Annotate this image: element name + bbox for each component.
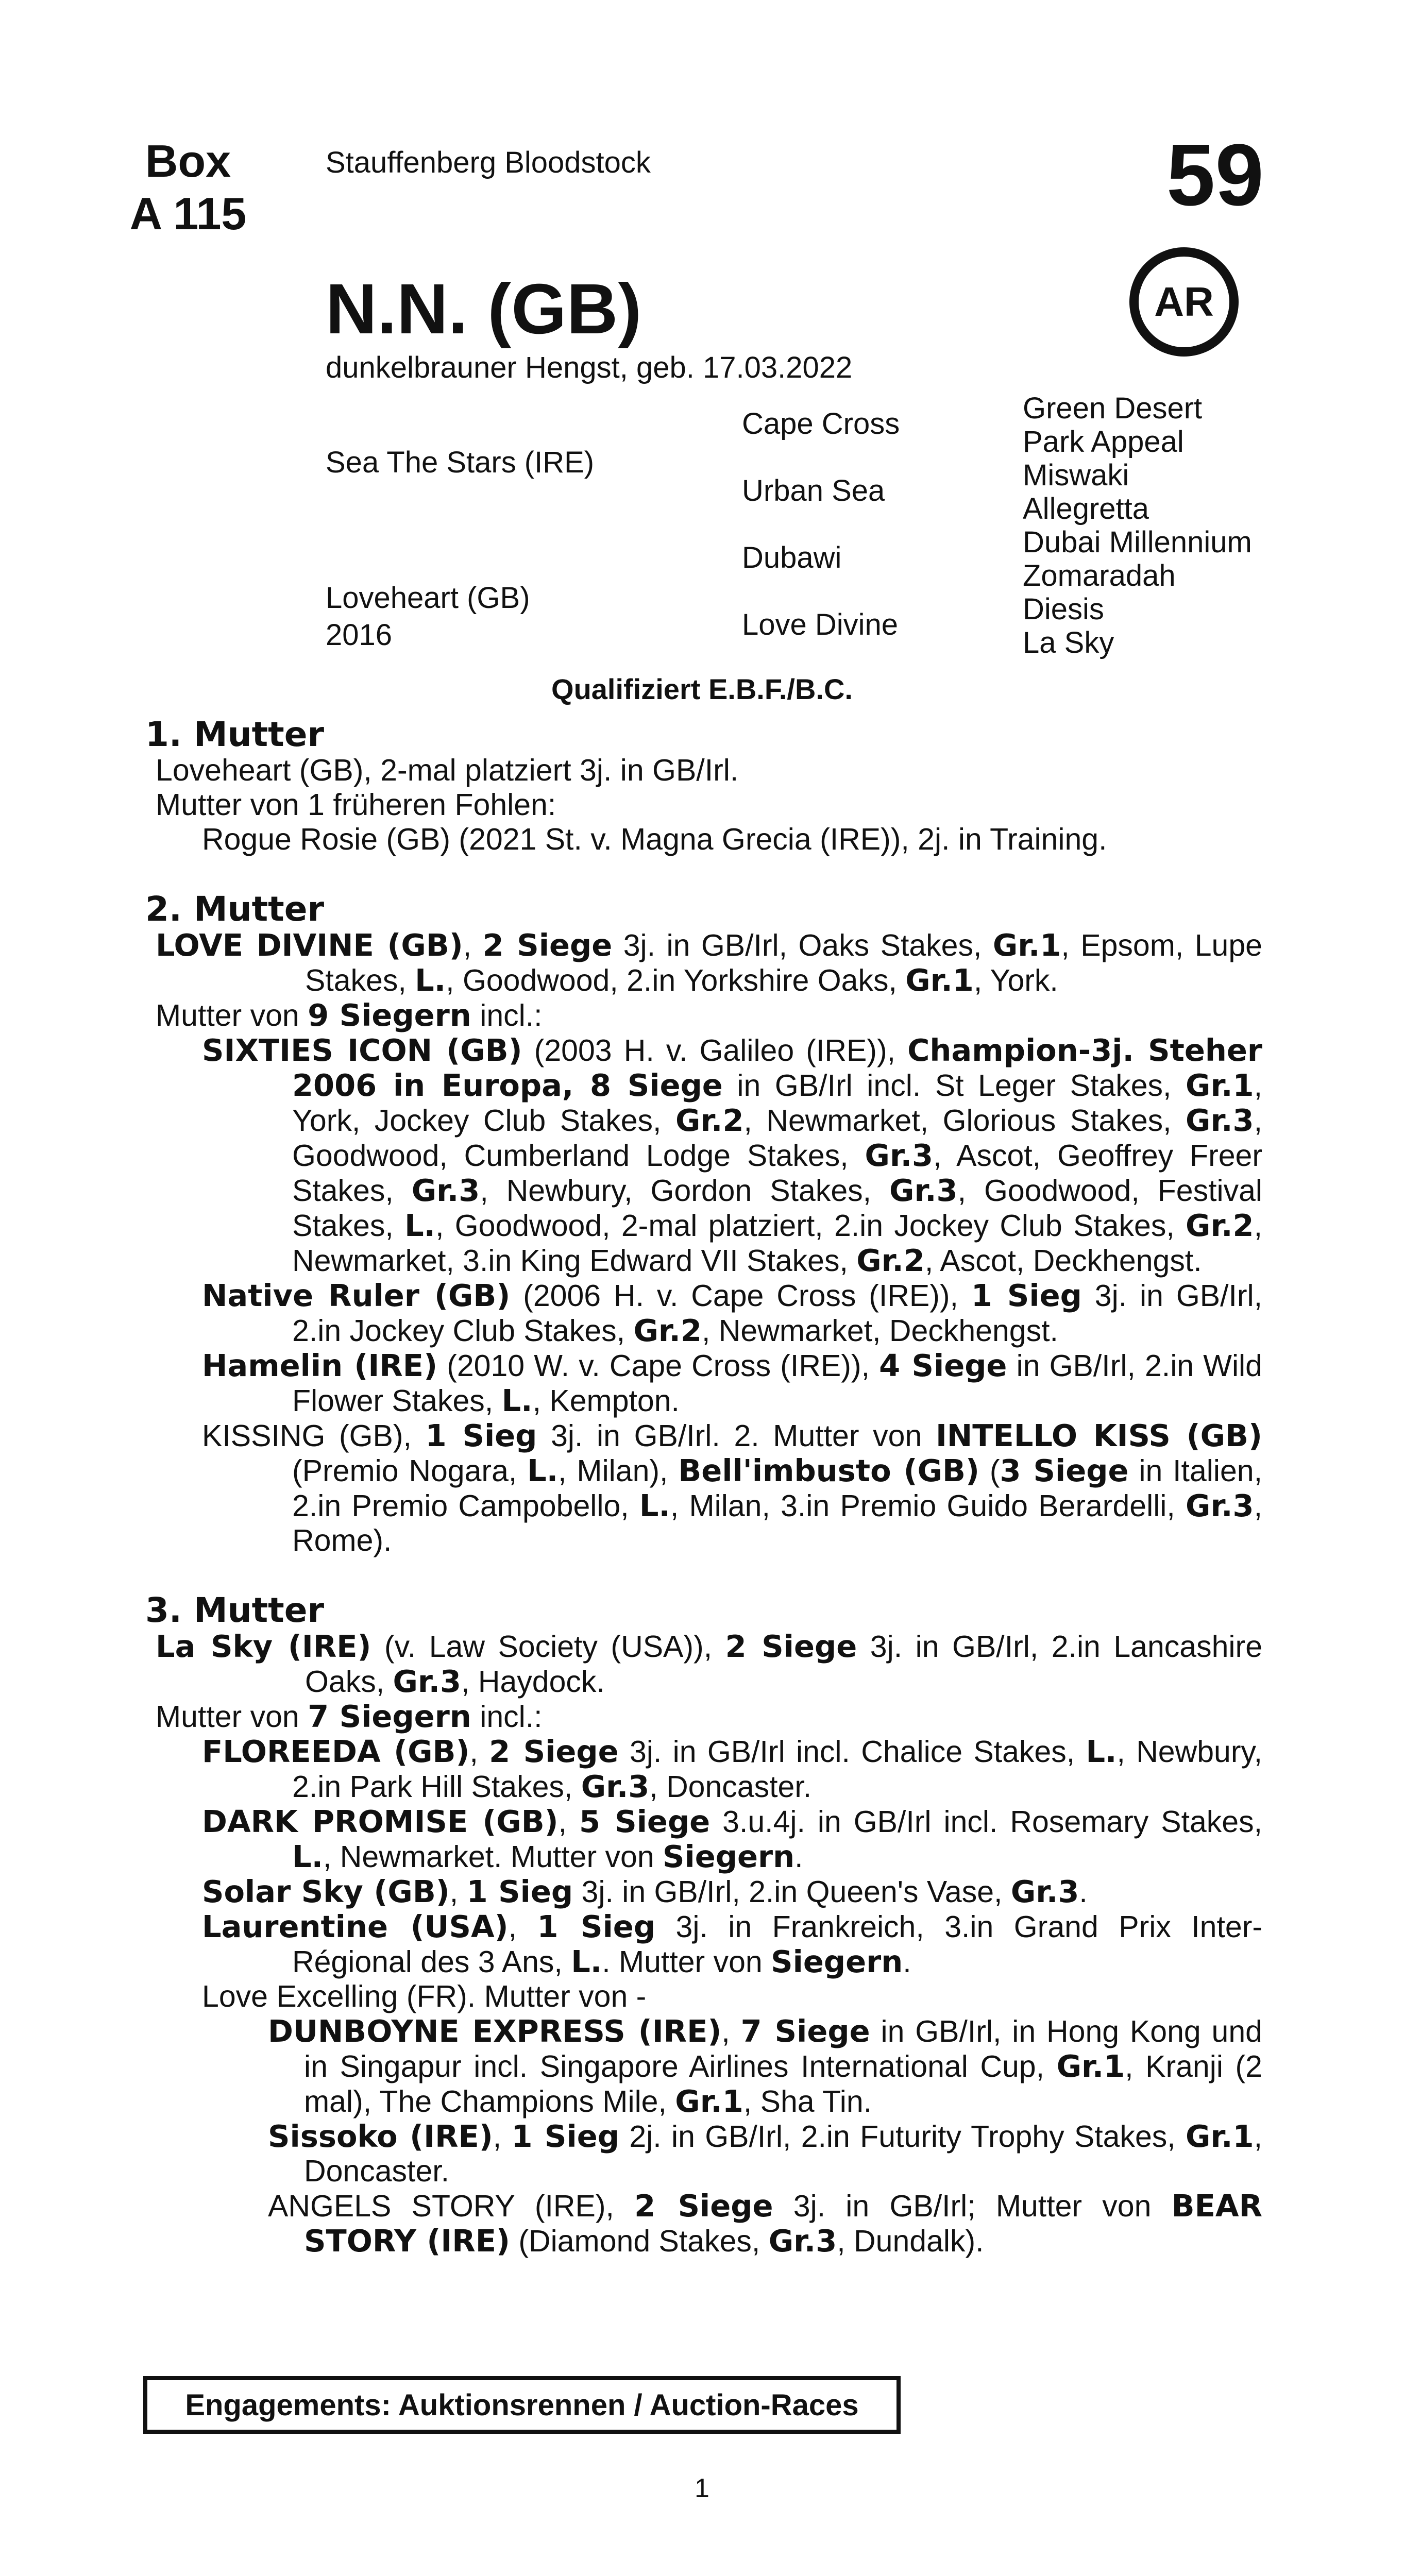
engagements-box	[143, 2376, 901, 2434]
great-grandparent: Dubai Millennium	[1023, 526, 1252, 559]
bold-text: Gr.1	[905, 962, 974, 998]
bold-text: 9 Siegern	[308, 997, 471, 1033]
text: 3j. in GB/Irl, 2.in Lancashire Oaks,	[305, 1630, 1263, 1699]
qualification: Qualifiziert E.B.F./B.C.	[551, 673, 853, 705]
great-grandparent: Zomaradah	[1023, 559, 1176, 592]
text: , Ascot, Geoffrey Freer Stakes,	[292, 1139, 1263, 1208]
great-grandparent: Park Appeal	[1023, 425, 1184, 459]
family-entry	[202, 822, 1262, 857]
bold-text: 2 Siege	[489, 1734, 619, 1769]
text: , Newbury, 2.in Park Hill Stakes,	[292, 1735, 1263, 1804]
bold-text: Gr.3	[1010, 1874, 1079, 1909]
box-label: Box	[145, 135, 231, 187]
text: in GB/Irl, 2.in Wild Flower Stakes,	[292, 1349, 1262, 1418]
family-entry	[156, 928, 1262, 998]
text: , Goodwood, Cumberland Lodge Stakes,	[292, 1104, 1262, 1173]
family-entry	[202, 1278, 1262, 1348]
bold-text: LOVE DIVINE (GB)	[156, 927, 463, 963]
text: 3.u.4j. in GB/Irl incl. Rosemary Stakes,	[710, 1805, 1262, 1839]
text: in Italien, 2.in Premio Campobello,	[292, 1454, 1262, 1523]
bold-text: L.	[571, 1944, 602, 1979]
bold-text: SIXTIES ICON (GB)	[202, 1032, 522, 1068]
bold-text: Solar Sky (GB)	[202, 1874, 450, 1909]
grandsire-maternal: Dubawi	[742, 541, 842, 574]
text: 2j. in GB/Irl, 2.in Futurity Trophy Stakes,	[619, 2120, 1186, 2154]
bold-text: BEAR STORY (IRE)	[304, 2188, 1263, 2259]
bold-text: 2 Siege	[634, 2188, 773, 2224]
bold-text: Gr.2	[633, 1313, 702, 1348]
text: ,	[558, 1805, 580, 1839]
text: , Newbury, Gordon Stakes,	[480, 1174, 890, 1208]
text: , Rome).	[292, 1489, 1262, 1557]
bold-text: Siegern	[663, 1839, 795, 1874]
bold-text: Gr.1	[675, 2083, 743, 2119]
section-heading: 3. Mutter	[145, 1590, 325, 1630]
bold-text: 2 Siege	[725, 1629, 857, 1664]
bold-text: 2 Siege	[482, 927, 613, 963]
text: , Doncaster.	[649, 1770, 812, 1804]
grandsire-paternal: Cape Cross	[742, 407, 900, 440]
bold-text: Hamelin (IRE)	[202, 1348, 438, 1383]
sire: Sea The Stars (IRE)	[326, 446, 595, 479]
family-entry	[202, 1909, 1262, 1979]
ar-badge: AR	[1129, 247, 1239, 357]
text: (2006 H. v. Cape Cross (IRE)),	[510, 1279, 971, 1313]
text: , Ascot, Deckhengst.	[924, 1244, 1202, 1278]
text: KISSING (GB),	[202, 1419, 426, 1453]
section-heading: 2. Mutter	[145, 889, 325, 929]
bold-text: 1 Sieg	[537, 1909, 656, 1944]
text: in GB/Irl, in Hong Kong und in Singapur incl. Singapore Airlines International Cup,	[304, 2014, 1262, 2083]
bold-text: Gr.3	[411, 1173, 480, 1208]
bold-text: Champion-3j. Steher 2006 in Europa, 8 Siege	[292, 1032, 1262, 1103]
text: (	[979, 1454, 1000, 1488]
bold-text: 7 Siegern	[308, 1699, 471, 1734]
bold-text: Siegern	[771, 1944, 903, 1979]
text: in GB/Irl incl. St Leger Stakes,	[722, 1069, 1186, 1103]
text: Love Excelling (FR). Mutter von -	[202, 1979, 647, 2013]
horse-description: dunkelbrauner Hengst, geb. 17.03.2022	[326, 351, 853, 384]
text: Rogue Rosie (GB) (2021 St. v. Magna Grecia (IRE)), 2j. in Training.	[202, 822, 1107, 856]
bold-text: DUNBOYNE EXPRESS (IRE)	[268, 2013, 722, 2049]
text: incl.:	[471, 1700, 543, 1734]
text: , Goodwood, 2-mal platziert, 2.in Jockey Club Stakes,	[435, 1209, 1186, 1243]
bold-text: La Sky (IRE)	[156, 1629, 371, 1664]
text: , Kempton.	[532, 1384, 680, 1418]
bold-text: L.	[501, 1383, 533, 1418]
granddam-paternal: Urban Sea	[742, 474, 885, 507]
text: , Milan),	[558, 1454, 679, 1488]
text: . Mutter von	[602, 1945, 771, 1979]
text: ,	[493, 2120, 512, 2154]
bold-text: 1 Sieg	[466, 1874, 573, 1909]
page-number: 1	[695, 2473, 709, 2503]
family-entry	[156, 1629, 1262, 1699]
text: , Goodwood, 2.in Yorkshire Oaks,	[446, 963, 906, 997]
bold-text: Gr.3	[1186, 1103, 1254, 1138]
bold-text: Gr.2	[1186, 1208, 1254, 1243]
horse-name: N.N. (GB)	[326, 269, 642, 349]
family-entry	[202, 1418, 1262, 1558]
bold-text: Native Ruler (GB)	[202, 1278, 511, 1313]
family-entry	[202, 1734, 1262, 1804]
bold-text: Gr.2	[856, 1243, 925, 1278]
text: 3j. in GB/Irl, Oaks Stakes,	[612, 928, 993, 962]
text: , Newmarket, Glorious Stakes,	[743, 1104, 1186, 1138]
bold-text: 7 Siege	[740, 2013, 870, 2049]
family-entry	[156, 998, 1262, 1033]
family-entry	[202, 1033, 1262, 1278]
text: 3j. in GB/Irl, 2.in Jockey Club Stakes,	[292, 1279, 1262, 1348]
vendor-name: Stauffenberg Bloodstock	[326, 146, 651, 179]
text: (v. Law Society (USA)),	[371, 1630, 725, 1664]
family-entry	[268, 2189, 1262, 2259]
text: ,	[508, 1910, 537, 1944]
text: , Kranji (2 mal), The Champions Mile,	[304, 2049, 1262, 2119]
text: , Goodwood, Festival Stakes,	[292, 1174, 1262, 1243]
dam: Loveheart (GB)	[326, 581, 530, 615]
text: ,	[469, 1735, 489, 1769]
text: (Diamond Stakes,	[510, 2224, 769, 2258]
box-number	[103, 135, 273, 240]
text: Mutter von	[156, 998, 308, 1032]
text: Mutter von 1 früheren Fohlen:	[156, 788, 556, 822]
bold-text: Gr.2	[675, 1103, 744, 1138]
family-entry	[202, 1348, 1262, 1418]
text: ,	[721, 2014, 741, 2048]
bold-text: Gr.3	[889, 1173, 958, 1208]
family-entry	[202, 1804, 1262, 1874]
bold-text: INTELLO KISS (GB)	[935, 1418, 1262, 1453]
family-entry	[156, 753, 1262, 788]
text: , York.	[973, 963, 1058, 997]
granddam-maternal: Love Divine	[742, 608, 899, 641]
text: (Premio Nogara,	[292, 1454, 528, 1488]
bold-text: L.	[404, 1208, 436, 1243]
engagements-label: Engagements: Auktionsrennen / Auction-Races	[185, 2388, 859, 2422]
text: 3j. in GB/Irl; Mutter von	[773, 2189, 1172, 2223]
text: ,	[449, 1875, 467, 1909]
text: ,	[463, 928, 483, 962]
bold-text: Gr.3	[865, 1138, 934, 1173]
bold-text: 1 Sieg	[425, 1418, 537, 1453]
box-code: A 115	[129, 188, 247, 239]
text: .	[794, 1840, 803, 1874]
bold-text: Gr.1	[992, 927, 1061, 963]
bold-text: L.	[527, 1453, 559, 1488]
great-grandparent: Allegretta	[1023, 492, 1149, 526]
text: 3j. in GB/Irl incl. Chalice Stakes,	[618, 1735, 1086, 1769]
bold-text: FLOREEDA (GB)	[202, 1734, 470, 1769]
text: Mutter von	[156, 1700, 308, 1734]
family-entry	[202, 1979, 1262, 2014]
section-heading: 1. Mutter	[145, 715, 325, 754]
lot-number: 59	[1166, 126, 1264, 224]
bold-text: Gr.1	[1056, 2048, 1125, 2084]
text: .	[903, 1945, 911, 1979]
text: , York, Jockey Club Stakes,	[292, 1069, 1262, 1138]
great-grandparent: Diesis	[1023, 592, 1104, 626]
text: , Dundalk).	[837, 2224, 984, 2258]
text: , Sha Tin.	[743, 2084, 872, 2119]
bold-text: Gr.3	[581, 1769, 650, 1804]
text: , Milan, 3.in Premio Guido Berardelli,	[670, 1489, 1186, 1523]
bold-text: Gr.1	[1186, 2119, 1254, 2154]
bold-text: 5 Siege	[579, 1804, 711, 1839]
great-grandparent: Miswaki	[1023, 459, 1129, 492]
text: (2010 W. v. Cape Cross (IRE)),	[437, 1349, 879, 1383]
text: , Newmarket. Mutter von	[323, 1840, 663, 1874]
great-grandparent: Green Desert	[1023, 392, 1203, 425]
bold-text: Gr.3	[768, 2223, 837, 2259]
text: , Haydock.	[461, 1665, 605, 1699]
bold-text: L.	[292, 1839, 324, 1874]
bold-text: 3 Siege	[1000, 1453, 1129, 1488]
bold-text: L.	[639, 1488, 670, 1523]
text: (2003 H. v. Galileo (IRE)),	[522, 1033, 908, 1067]
great-grandparent: La Sky	[1023, 626, 1114, 659]
text: , Epsom, Lupe Stakes,	[305, 928, 1262, 997]
text: Loveheart (GB), 2-mal platziert 3j. in GB/Irl.	[156, 753, 739, 787]
bold-text: Gr.3	[1186, 1488, 1254, 1523]
family-entry	[156, 1699, 1262, 1734]
text: 3j. in GB/Irl. 2. Mutter von	[537, 1419, 936, 1453]
text: ANGELS STORY (IRE),	[268, 2189, 635, 2223]
text: .	[1079, 1875, 1088, 1909]
bold-text: Laurentine (USA)	[202, 1909, 509, 1944]
text: , Doncaster.	[304, 2120, 1262, 2188]
text: , Newmarket, 3.in King Edward VII Stakes,	[292, 1209, 1263, 1278]
family-entry	[268, 2119, 1262, 2189]
family-details	[0, 716, 1404, 2259]
bold-text: Bell'imbusto (GB)	[678, 1453, 979, 1488]
bold-text: 4 Siege	[879, 1348, 1007, 1383]
text: incl.:	[471, 998, 543, 1032]
family-entry	[156, 788, 1262, 822]
family-entry	[268, 2014, 1262, 2119]
text: , Newmarket, Deckhengst.	[702, 1314, 1058, 1348]
bold-text: DARK PROMISE (GB)	[202, 1804, 559, 1839]
bold-text: L.	[415, 962, 446, 998]
bold-text: 1 Sieg	[511, 2119, 619, 2154]
family-entry	[202, 1874, 1262, 1909]
dam-year: 2016	[326, 618, 393, 652]
bold-text: L.	[1086, 1734, 1117, 1769]
text: 3j. in Frankreich, 3.in Grand Prix Inter-Régional des 3 Ans,	[292, 1910, 1262, 1979]
bold-text: Sissoko (IRE)	[268, 2119, 493, 2154]
bold-text: Gr.1	[1186, 1067, 1254, 1103]
bold-text: Gr.3	[393, 1664, 462, 1699]
text: 3j. in GB/Irl, 2.in Queen's Vase,	[573, 1875, 1011, 1909]
bold-text: 1 Sieg	[971, 1278, 1082, 1313]
